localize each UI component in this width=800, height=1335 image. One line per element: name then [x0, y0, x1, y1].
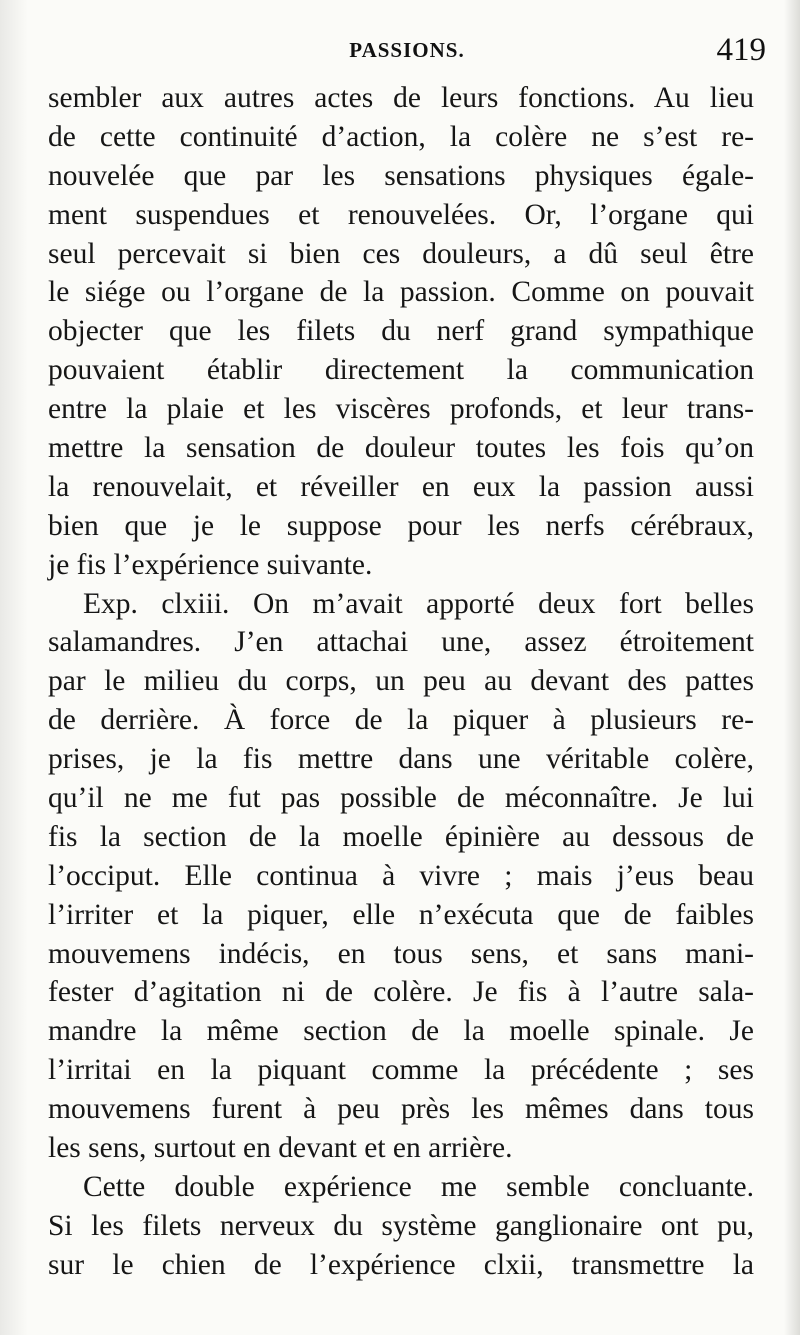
paragraph-start-line: Cette double expérience me semble concluante.	[83, 1170, 754, 1203]
text-line: bien que je le suppose pour les nerfs cérébraux,	[48, 509, 754, 542]
text-line: sembler aux autres actes de leurs fonctions. Au lieu	[48, 82, 754, 114]
text-line: salamandres. J’en attachai une, assez étroitement	[48, 626, 754, 659]
text-line: Si les filets nerveux du système ganglionaire ont pu,	[48, 1209, 754, 1242]
text-line: fis la section de la moelle épinière au dessous de	[48, 820, 754, 853]
text-line: mandre la même section de la moelle spinale. Je	[48, 1015, 754, 1048]
body-text	[48, 79, 754, 1285]
text-line: entre la plaie et les viscères profonds, et leur trans-	[48, 393, 754, 426]
text-line: prises, je la fis mettre dans une véritable colère,	[48, 743, 754, 776]
text-line: nouvelée que par les sensations physiques égale-	[48, 159, 754, 192]
text-line: qu’il ne me fut pas possible de méconnaître. Je lui	[48, 782, 754, 815]
text-line: pouvaient établir directement la communication	[48, 354, 754, 387]
text-line: mettre la sensation de douleur toutes les fois qu’on	[48, 432, 754, 465]
text-line: de cette continuité d’action, la colère ne s’est re-	[48, 120, 754, 153]
paragraph-start-line: Exp. clxiii. On m’avait apporté deux fort belles	[83, 587, 754, 620]
text-line: l’irritai en la piquant comme la précédente ; ses	[48, 1054, 754, 1087]
text-line: seul percevait si bien ces douleurs, a dû seul être	[48, 237, 754, 270]
running-head	[48, 34, 766, 78]
text-line: de derrière. À force de la piquer à plusieurs re-	[48, 704, 754, 737]
text-line: ment suspendues et renouvelées. Or, l’organe qui	[48, 198, 754, 231]
text-line: mouvemens indécis, en tous sens, et sans mani-	[48, 937, 754, 970]
text-line: le siége ou l’organe de la passion. Comme on pouvait	[48, 276, 754, 309]
paragraph-end-line: je fis l’expérience suivante.	[48, 548, 373, 581]
running-title: PASSIONS.	[349, 38, 465, 62]
paragraph-end-line: les sens, surtout en devant et en arrière.	[48, 1132, 513, 1165]
text-line: par le milieu du corps, un peu au devant des pattes	[48, 665, 754, 698]
text-line: la renouvelait, et réveiller en eux la passion aussi	[48, 470, 754, 503]
text-line: sur le chien de l’expérience clxii, transmettre la	[48, 1248, 754, 1281]
text-line: l’irriter et la piquer, elle n’exécuta que de faibles	[48, 898, 754, 931]
text-line: mouvemens furent à peu près les mêmes dans tous	[48, 1093, 754, 1126]
text-line: objecter que les filets du nerf grand sympathique	[48, 315, 754, 348]
page-number: 419	[716, 32, 766, 68]
text-line: fester d’agitation ni de colère. Je fis à l’autre sala-	[48, 976, 754, 1009]
text-line: l’occiput. Elle continua à vivre ; mais j’eus beau	[48, 859, 754, 892]
